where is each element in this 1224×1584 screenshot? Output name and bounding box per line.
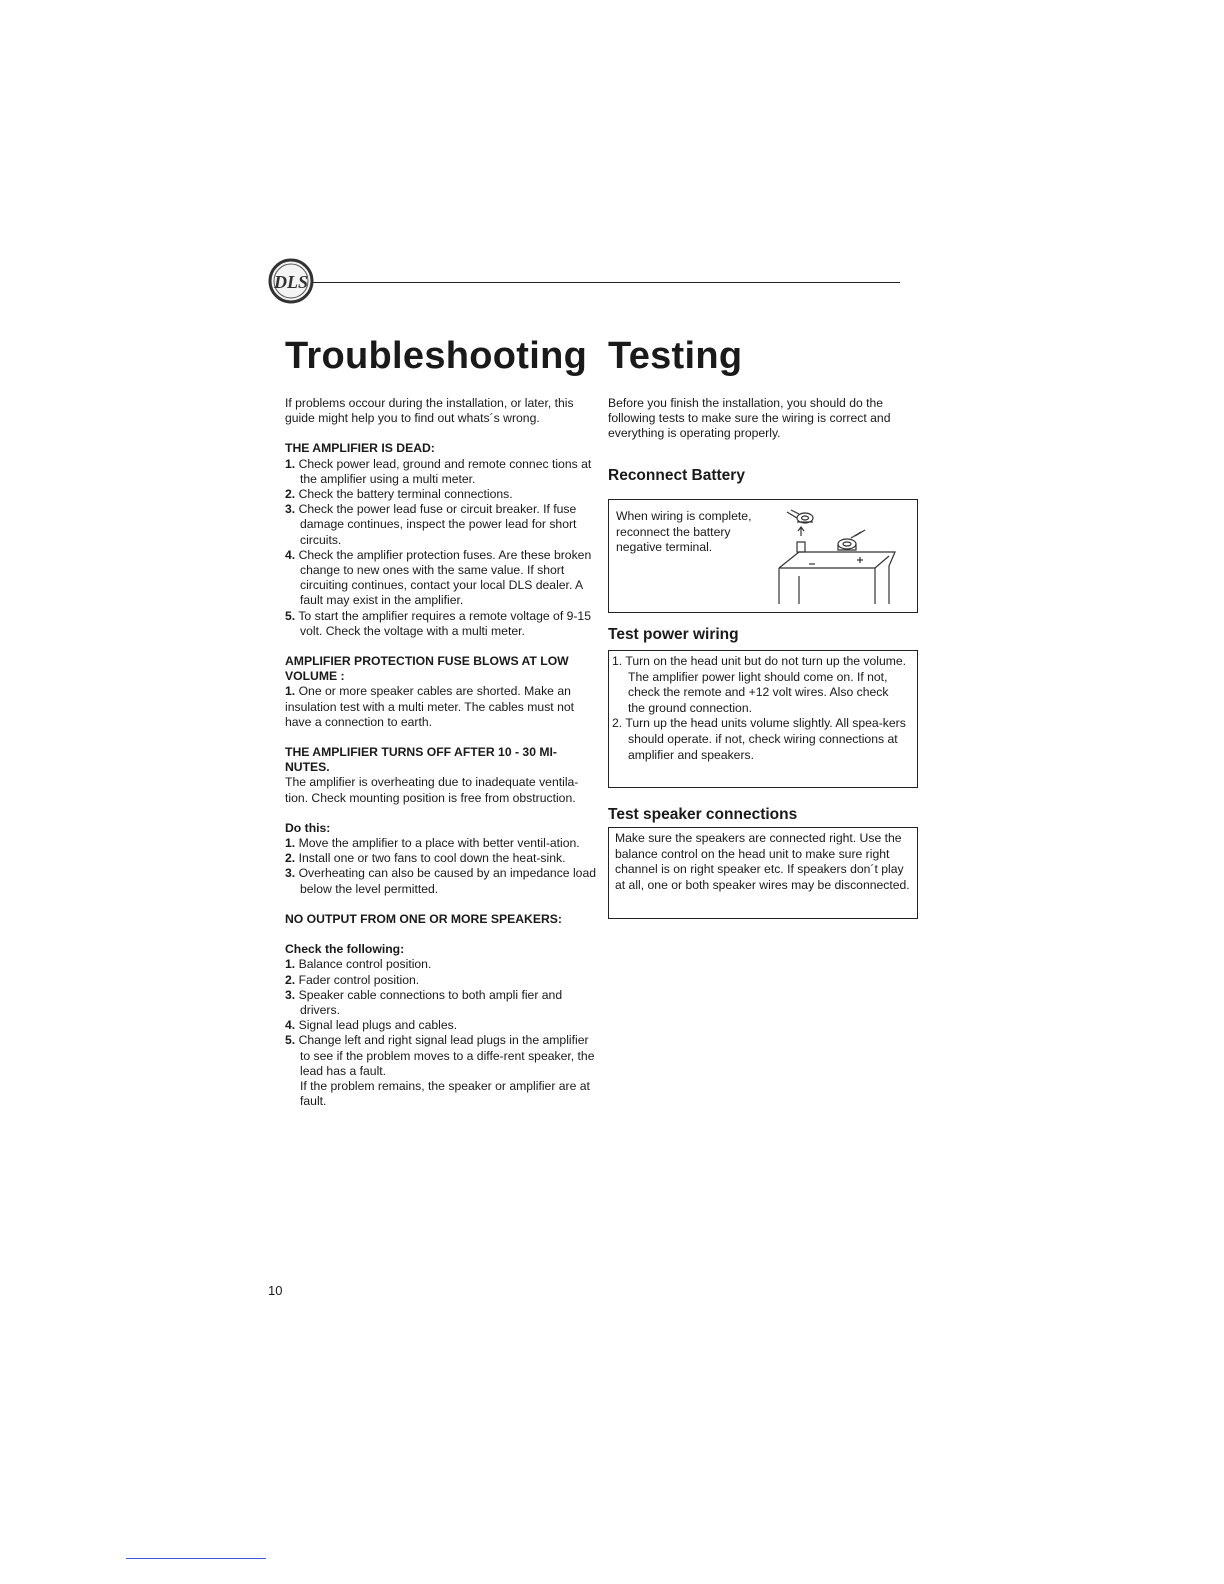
testing-intro: Before you finish the installation, you should do the following tests to make sure the wiring is correct and everything is operating properly. xyxy=(608,396,891,441)
list-item: 5. Change left and right signal lead plugs in the amplifier to see if the problem moves to a diffe-rent speaker, the lead has a fault. xyxy=(285,1033,595,1078)
troubleshooting-intro: If problems occour during the installation, or later, this guide might help you to find out whats´s wrong. xyxy=(285,396,574,426)
title-testing: Testing xyxy=(608,335,743,377)
check-list xyxy=(285,957,597,1109)
list-item: 3. Check the power lead fuse or circuit breaker. If fuse damage continues, inspect the power lead for short circuits. xyxy=(285,502,577,547)
list-item: 4. Check the amplifier protection fuses. Are these broken change to new ones with the same value. If short circuiting continues, contact your local DLS dealer. A fault may exist in the amplifier. xyxy=(285,547,592,608)
title-troubleshooting: Troubleshooting xyxy=(285,335,588,377)
svg-text:DLS: DLS xyxy=(273,272,309,292)
dls-logo xyxy=(268,258,314,304)
dead-list xyxy=(285,457,597,639)
footer-link-underline xyxy=(126,1558,266,1559)
list-item: 1. Turn on the head unit but do not turn up the volume. The amplifier power light should come on. If not, check the remote and +12 volt wires. Also check the ground connection. xyxy=(612,654,907,715)
list-item: 2. Turn up the head units volume slightly. All spea-kers should operate. if not, check wiring connections at amplifier and speakers. xyxy=(612,716,906,762)
list-item: 4. Signal lead plugs and cables. xyxy=(285,1018,458,1033)
list-item: 3. Overheating can also be caused by an impedance load below the level permitted. xyxy=(285,866,597,896)
turns-off-heading: THE AMPLIFIER TURNS OFF AFTER 10 - 30 MI-NUTES. xyxy=(285,745,557,775)
turns-off-text: The amplifier is overheating due to inadequate ventila-tion. Check mounting position is free from obstruction. xyxy=(285,775,579,805)
check-extra: If the problem remains, the speaker or amplifier are at fault. xyxy=(300,1078,590,1109)
reconnect-text: When wiring is complete, reconnect the battery negative terminal. xyxy=(616,509,752,555)
power-heading: Test power wiring xyxy=(608,626,739,643)
troubleshooting-column xyxy=(285,396,597,1109)
no-output-heading: NO OUTPUT FROM ONE OR MORE SPEAKERS: xyxy=(285,911,562,926)
header-rule xyxy=(312,282,900,283)
list-item: 3. Speaker cable connections to both ampli fier and drivers. xyxy=(285,987,563,1017)
dead-heading: THE AMPLIFIER IS DEAD: xyxy=(285,441,435,456)
speaker-text: Make sure the speakers are connected right. Use the balance control on the head unit to make sure right channel is on right speaker etc. If speakers don´t play at all, one or both speaker wires may be disconnected. xyxy=(615,831,910,892)
do-this-heading: Do this: xyxy=(285,820,331,835)
list-item: 5. To start the amplifier requires a remote voltage of 9-15 volt. Check the voltage with a multi meter. xyxy=(285,608,591,638)
page-number: 10 xyxy=(268,1283,283,1298)
power-list xyxy=(612,654,908,763)
power-box xyxy=(608,650,918,788)
fuse-text: 1. One or more speaker cables are shorted. Make an insulation test with a multi meter. The cables must not have a connection to earth. xyxy=(285,684,575,729)
list-item: 1. Balance control position. xyxy=(285,957,432,972)
fuse-heading: AMPLIFIER PROTECTION FUSE BLOWS AT LOW VOLUME : xyxy=(285,654,569,684)
reconnect-box xyxy=(608,499,918,613)
check-heading: Check the following: xyxy=(285,942,405,957)
list-item: 1. Check power lead, ground and remote connec tions at the amplifier using a multi meter. xyxy=(285,456,592,486)
list-item: 2. Check the battery terminal connections. xyxy=(285,487,513,502)
battery-illustration xyxy=(775,506,915,610)
do-this-list xyxy=(285,836,597,897)
list-item: 2. Install one or two fans to cool down the heat-sink. xyxy=(285,851,566,866)
list-item: 1. Move the amplifier to a place with better ventil-ation. xyxy=(285,836,580,851)
speaker-box xyxy=(608,827,918,919)
reconnect-heading: Reconnect Battery xyxy=(608,467,745,484)
list-item: 2. Fader control position. xyxy=(285,972,420,987)
speaker-heading: Test speaker connections xyxy=(608,806,798,823)
